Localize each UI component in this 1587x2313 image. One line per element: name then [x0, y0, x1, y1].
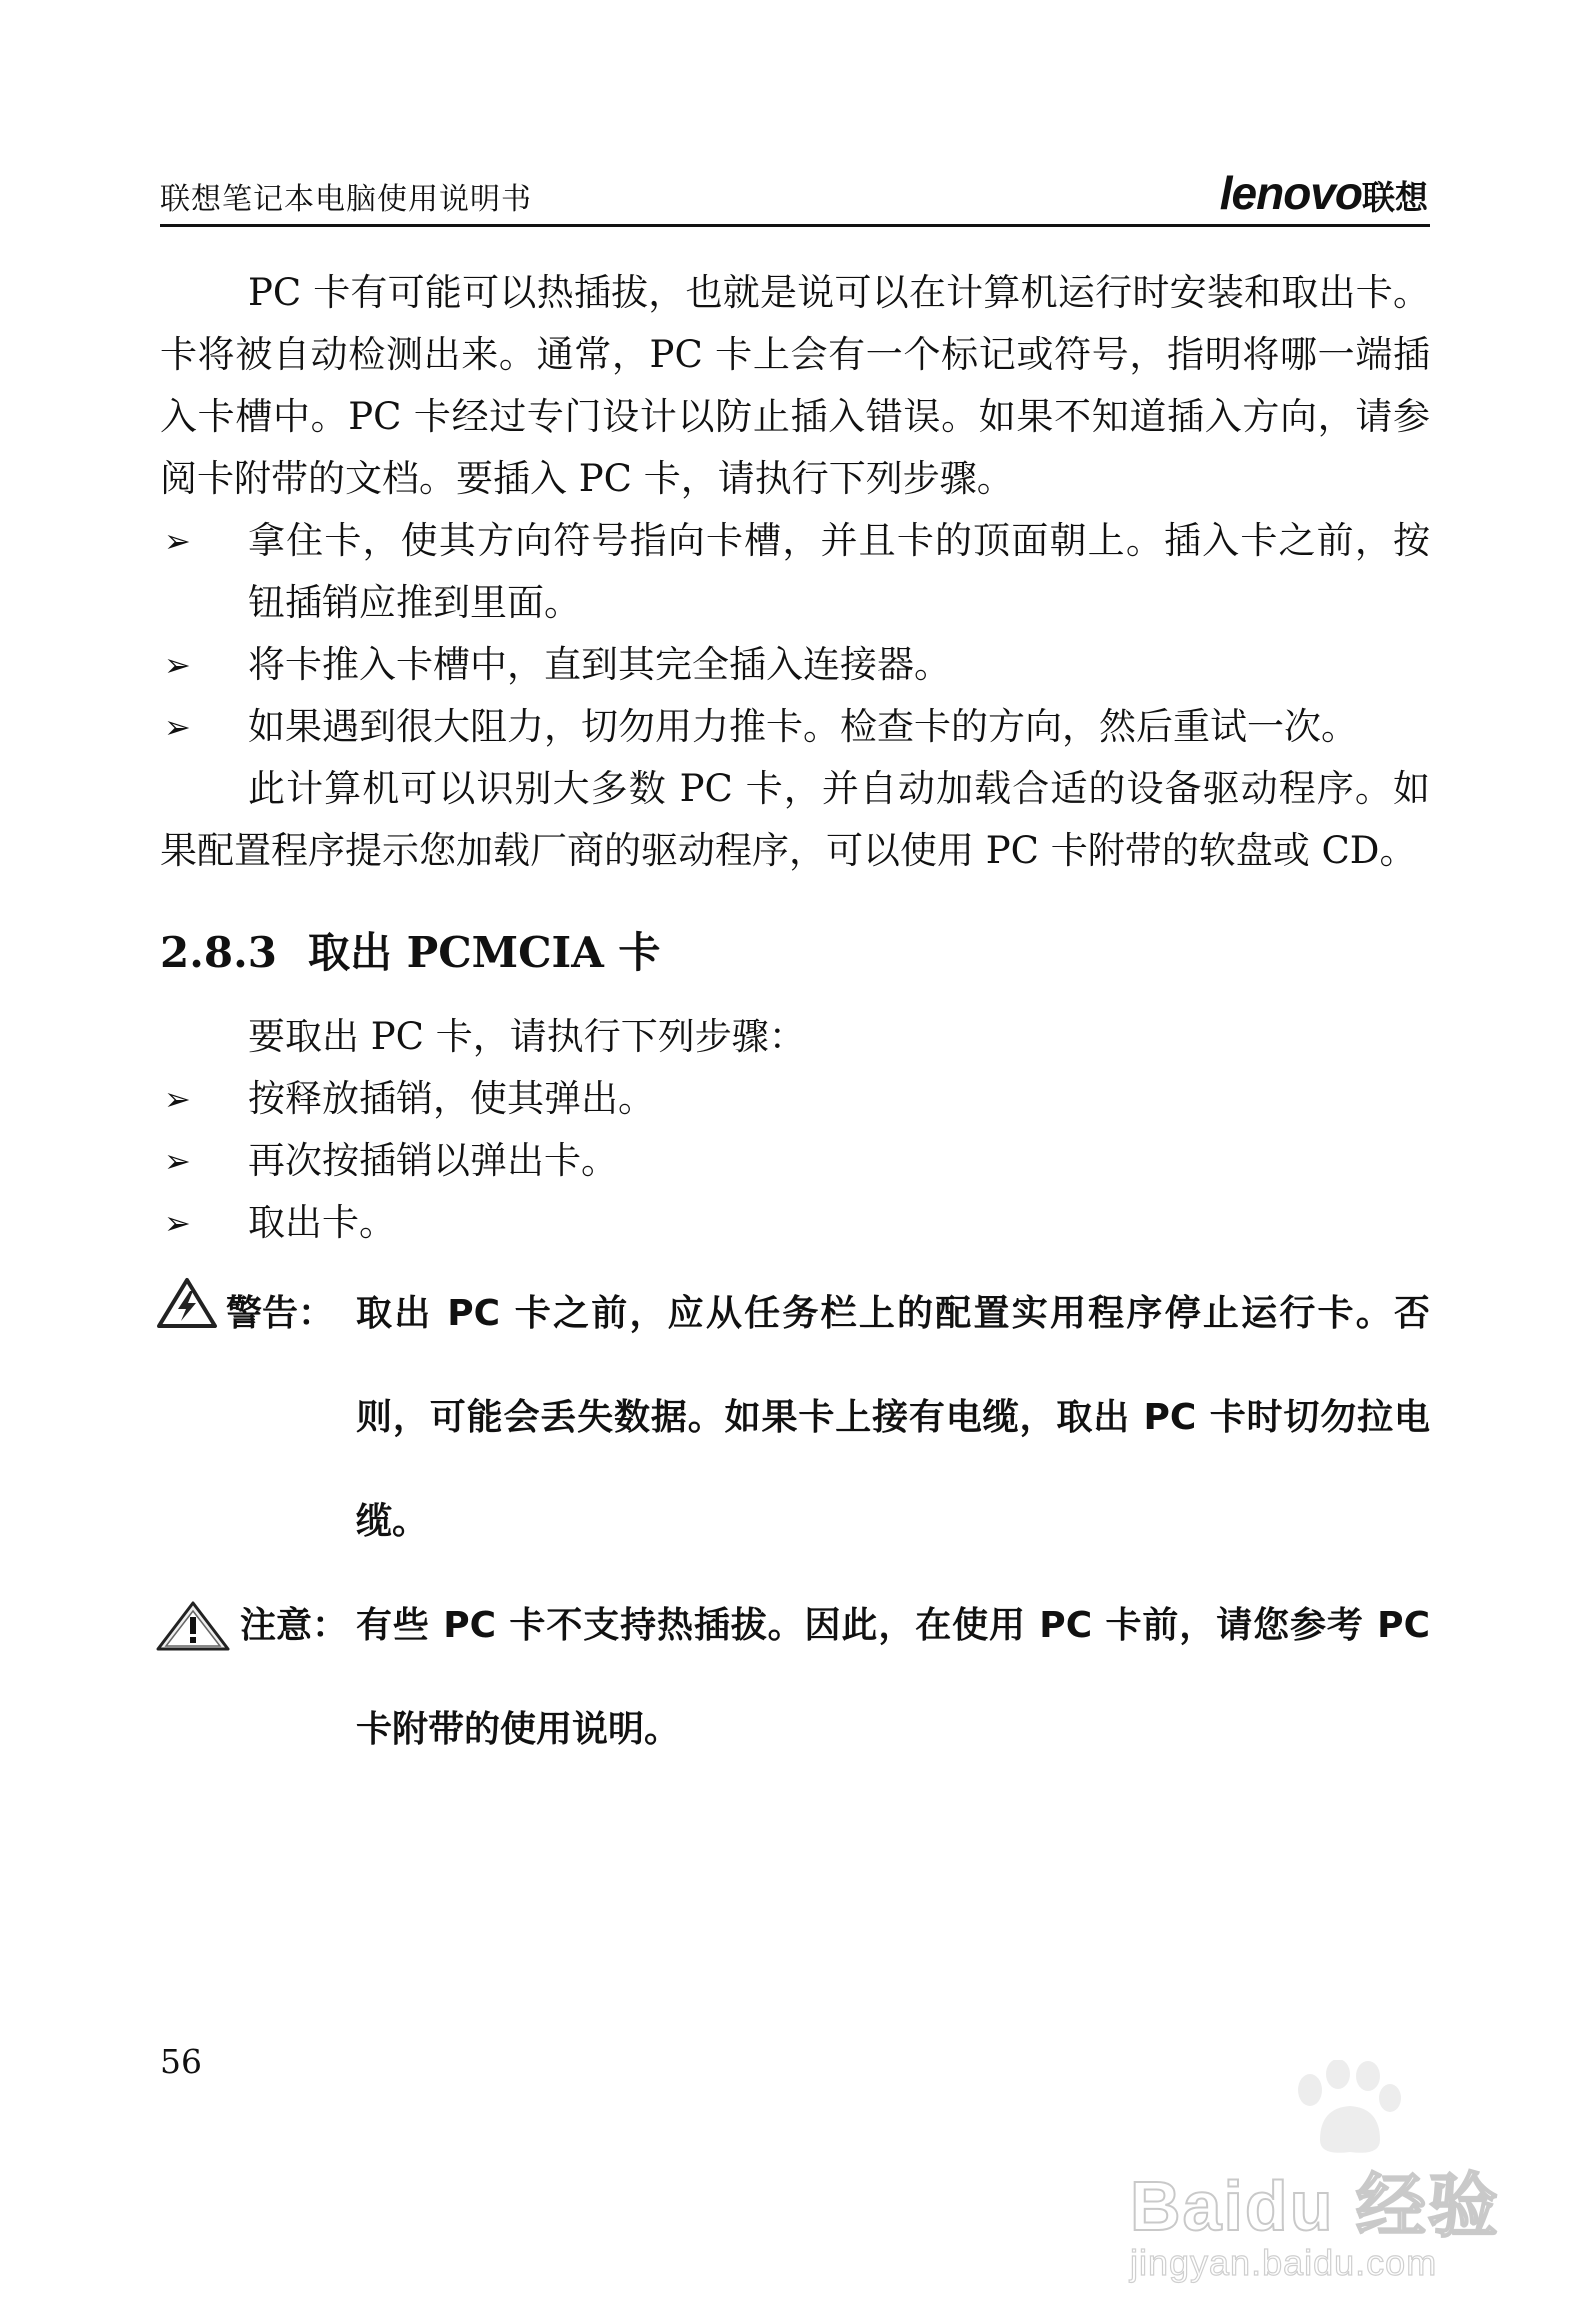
- remove-steps-list: [160, 1068, 1430, 1254]
- document-title: 联想笔记本电脑使用说明书: [160, 182, 532, 217]
- list-item: [160, 1130, 1430, 1192]
- arrow-bullet-icon: ➢: [164, 646, 191, 684]
- list-item: [160, 510, 1430, 634]
- watermark-url: jingyan.baidu.com: [1130, 2242, 1438, 2283]
- warning-text: 取出 PC 卡之前，应从任务栏上的配置实用程序停止运行卡。否则，可能会丢失数据。如果卡上接有电缆，取出 PC 卡时切勿拉电缆。: [356, 1293, 1430, 1542]
- list-item: [160, 634, 1430, 696]
- list-item: [160, 1192, 1430, 1254]
- list-item-text: 如果遇到很大阻力，切勿用力推卡。检查卡的方向，然后重试一次。: [248, 705, 1358, 748]
- arrow-bullet-icon: ➢: [164, 708, 191, 746]
- section-title: 取出 PCMCIA 卡: [308, 928, 661, 977]
- lenovo-logo: [1220, 166, 1428, 220]
- intro-paragraph: PC 卡有可能可以热插拔，也就是说可以在计算机运行时安装和取出卡。卡将被自动检测出来。通常，PC 卡上会有一个标记或符号，指明将哪一端插入卡槽中。PC 卡经过专门设计以防止插入错误。如果不知道插入方向，请参阅卡附带的文档。要插入 PC 卡，请执行下列步骤。: [160, 271, 1430, 500]
- remove-intro: 要取出 PC 卡，请执行下列步骤：: [248, 1015, 806, 1058]
- list-item: [160, 696, 1430, 758]
- list-item-text: 拿住卡，使其方向符号指向卡槽，并且卡的顶面朝上。插入卡之前，按钮插销应推到里面。: [248, 519, 1430, 624]
- list-item: [160, 1068, 1430, 1130]
- caution-text: 有些 PC 卡不支持热插拔。因此，在使用 PC 卡前，请您参考 PC 卡附带的使用说明。: [356, 1605, 1430, 1750]
- caution-label: 注意：: [240, 1605, 349, 1646]
- page-body: [160, 262, 1430, 1782]
- list-item-text: 按释放插销，使其弹出。: [248, 1077, 655, 1120]
- list-item-text: 取出卡。: [248, 1201, 396, 1244]
- electric-hazard-icon: [156, 1266, 218, 1370]
- warning-label: 警告：: [226, 1293, 335, 1334]
- caution-notice: [160, 1574, 1430, 1782]
- warning-notice: [160, 1262, 1430, 1574]
- page-header: [160, 168, 1430, 227]
- arrow-bullet-icon: ➢: [164, 1080, 191, 1118]
- baidu-paw-icon: [1280, 2060, 1410, 2164]
- exclamation-triangle-icon: [156, 1588, 230, 1692]
- list-item-text: 将卡推入卡槽中，直到其完全插入连接器。: [248, 643, 951, 686]
- arrow-bullet-icon: ➢: [164, 1204, 191, 1242]
- arrow-bullet-icon: ➢: [164, 522, 191, 560]
- insert-steps-list: [160, 510, 1430, 758]
- driver-paragraph: 此计算机可以识别大多数 PC 卡，并自动加载合适的设备驱动程序。如果配置程序提示您加载厂商的驱动程序，可以使用 PC 卡附带的软盘或 CD。: [160, 767, 1430, 872]
- watermark-brand: Baidu 经验: [1130, 2167, 1500, 2245]
- arrow-bullet-icon: ➢: [164, 1142, 191, 1180]
- section-heading: [160, 922, 1430, 984]
- logo-wordmark: lenovo: [1219, 167, 1362, 219]
- page-number: 56: [160, 2042, 202, 2081]
- section-number: 2.8.3: [160, 928, 277, 977]
- logo-chinese: 联想: [1362, 178, 1428, 217]
- list-item-text: 再次按插销以弹出卡。: [248, 1139, 618, 1182]
